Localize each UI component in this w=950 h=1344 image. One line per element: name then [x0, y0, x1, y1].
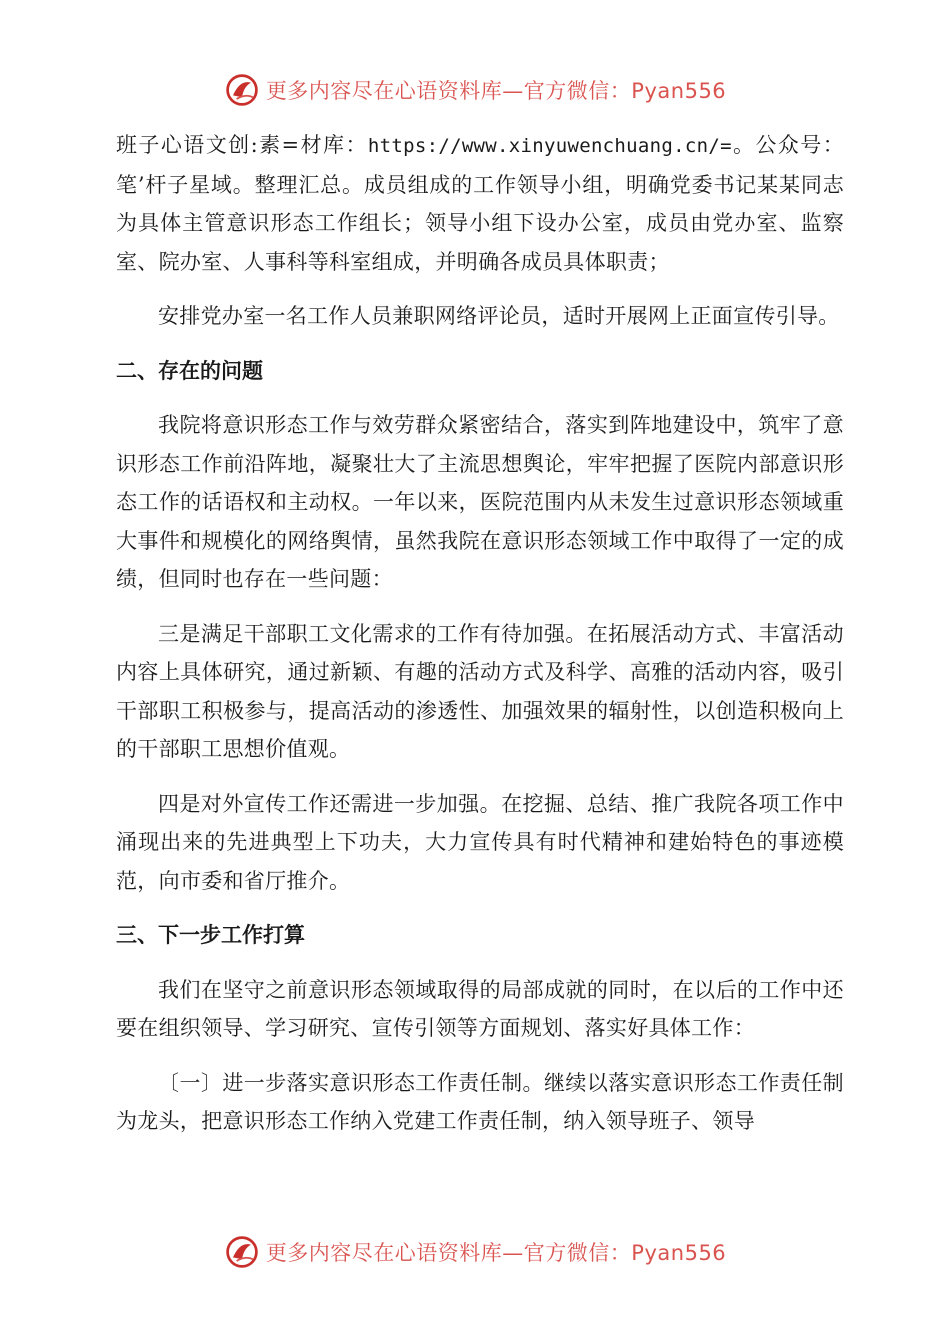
- swirl-logo-icon: [224, 72, 260, 108]
- swirl-logo-icon: [224, 1234, 260, 1270]
- paragraph-2: 安排党办室一名工作人员兼职网络评论员，适时开展网上正面宣传引导。: [158, 304, 840, 328]
- paragraph-7: 〔一〕进一步落实意识形态工作责任制。继续以落实意识形态工作责任制为龙头，把意识形态工作纳入党建工作责任制，纳入领导班子、领导: [116, 1070, 844, 1133]
- document-body: [116, 126, 844, 1157]
- paragraph-1: [116, 126, 844, 281]
- watermark-text: 更多内容尽在心语资料库—官方微信：Pyan556: [265, 79, 727, 103]
- section-heading-problems: 二、存在的问题: [116, 358, 263, 383]
- header-watermark: [0, 70, 950, 110]
- paragraph-3: 我院将意识形态工作与效劳群众紧密结合，落实到阵地建设中，筑牢了意识形态工作前沿阵地，凝聚壮大了主流思想舆论，牢牢把握了医院内部意识形态工作的话语权和主动权。一年以来，医院范围内从未发生过意识形态领域重大事件和规模化的网络舆情，虽然我院在意识形态领域工作中取得了一定的成绩，但同时也存在一些问题：: [116, 413, 844, 591]
- paragraph-1-rest: 。公众号：笔’杆子星域。整理汇总。成员组成的工作领导小组，明确党委书记某某同志为具体主管意识形态工作组长；领导小组下设办公室，成员由党办室、监察室、院办室、人事科等科室组成，并明确各成员具体职责；: [116, 133, 845, 274]
- paragraph-4: 三是满足干部职工文化需求的工作有待加强。在拓展活动方式、丰富活动内容上具体研究，通过新颖、有趣的活动方式及科学、高雅的活动内容，吸引干部职工积极参与，提高活动的渗透性、加强效果的辐射性，以创造积极向上的干部职工思想价值观。: [116, 621, 844, 761]
- section-heading-next-steps: 三、下一步工作打算: [116, 923, 305, 947]
- footer-watermark: [0, 1232, 950, 1272]
- paragraph-6: 我们在坚守之前意识形态领域取得的局部成就的同时，在以后的工作中还要在组织领导、学习研究、宣传引领等方面规划、落实好具体工作：: [116, 977, 844, 1040]
- paragraph-1-lead: 班子心语文创:素=材库：: [116, 133, 368, 157]
- paragraph-5: 四是对外宣传工作还需进一步加强。在挖掘、总结、推广我院各项工作中涌现出来的先进典型上下功夫，大力宣传具有时代精神和建始特色的事迹模范，向市委和省厅推介。: [116, 791, 844, 893]
- watermark-text: 更多内容尽在心语资料库—官方微信：Pyan556: [265, 1241, 727, 1265]
- source-url: https://www.xinyuwenchuang.cn/=: [367, 135, 732, 157]
